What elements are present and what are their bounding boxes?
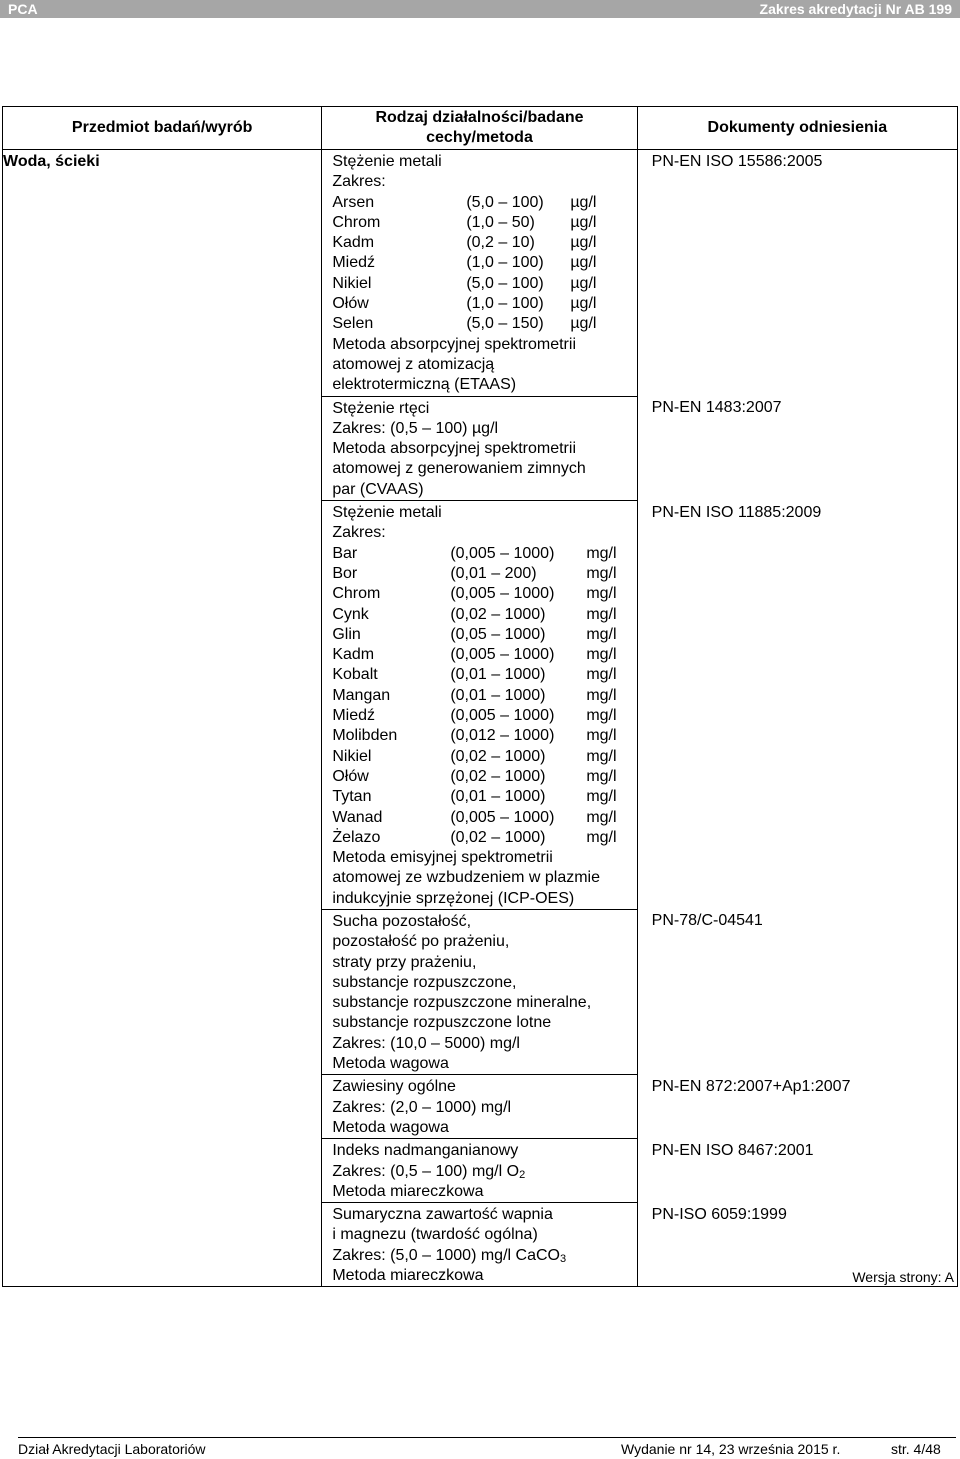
activity-line: Zakres: (332, 173, 386, 191)
metal-name: Tytan (332, 788, 372, 806)
activity-block (322, 501, 636, 909)
formula-subscript: 2 (519, 1168, 526, 1181)
header-activity: Rodzaj działalności/badane cechy/metoda (322, 107, 637, 150)
activity-line: substancje rozpuszczone, (332, 973, 517, 991)
footer-edition: Wydanie nr 14, 23 września 2015 r. (621, 1441, 841, 1457)
activity-line: Metoda wagowa (332, 1118, 449, 1136)
metal-range-item (332, 274, 636, 294)
metal-unit: µg/l (570, 234, 597, 252)
activity-line: Zakres: (10,0 – 5000) mg/l (332, 1034, 520, 1052)
metal-unit: mg/l (586, 625, 617, 643)
metal-range: (5,0 – 150) (466, 315, 544, 333)
metal-range-item (332, 233, 636, 253)
activity-line: Zakres: (2,0 – 1000) mg/l (332, 1098, 512, 1116)
document-cell (637, 1075, 957, 1139)
metal-unit: mg/l (586, 767, 617, 785)
activity-cell (322, 501, 637, 910)
metal-range: (1,0 – 50) (466, 213, 535, 231)
metal-range: (0,012 – 1000) (450, 727, 555, 745)
metal-unit: µg/l (570, 315, 597, 333)
activity-line: Zakres: (332, 524, 386, 542)
metal-range-item (332, 564, 636, 584)
activity-block (322, 150, 636, 396)
metal-range-item (332, 584, 636, 604)
metal-name: Nikiel (332, 747, 372, 765)
activity-block (322, 1203, 636, 1286)
activity-line: Stężenie metali (332, 504, 442, 522)
activity-line: Zawiesiny ogólne (332, 1078, 456, 1096)
range-with-formula (332, 1246, 636, 1266)
metal-unit: mg/l (586, 808, 617, 826)
metal-range-item (332, 747, 636, 767)
metal-range: (0,2 – 10) (466, 234, 535, 252)
metal-name: Chrom (332, 213, 381, 231)
metal-range: (5,0 – 100) (466, 193, 544, 211)
document-cell (637, 1139, 957, 1203)
metal-name: Mangan (332, 686, 391, 704)
header-documents: Dokumenty odniesienia (637, 107, 957, 150)
header-scope-title: Zakres akredytacji Nr AB 199 (759, 1, 952, 17)
metal-range-item (332, 625, 636, 645)
header-org: PCA (8, 1, 38, 17)
metal-range: (0,01 – 1000) (450, 686, 546, 704)
metal-unit: µg/l (570, 213, 597, 231)
metal-name: Bor (332, 564, 358, 582)
metal-range-item (332, 253, 636, 273)
metal-name: Miedź (332, 254, 376, 272)
metal-range-item (332, 294, 636, 314)
metal-unit: µg/l (570, 295, 597, 313)
metal-range-item (332, 828, 636, 848)
activity-line: Stężenie rtęci (332, 399, 430, 417)
metal-range: (0,005 – 1000) (450, 544, 555, 562)
metal-unit: µg/l (570, 193, 597, 211)
metal-unit: mg/l (586, 564, 617, 582)
metal-range-item (332, 605, 636, 625)
metal-range: (0,02 – 1000) (450, 747, 546, 765)
activity-line: Metoda absorpcyjnej spektrometrii (332, 440, 576, 458)
activity-line: atomowej z generowaniem zimnych (332, 460, 586, 478)
formula-subscript: 3 (559, 1252, 567, 1265)
document-ref: PN-EN ISO 11885:2009 (651, 503, 822, 521)
activity-line: Indeks nadmanganianowy (332, 1142, 519, 1160)
metal-range-item (332, 787, 636, 807)
metal-name: Glin (332, 625, 361, 643)
metal-name: Nikiel (332, 274, 372, 292)
activity-line: Metoda wagowa (332, 1055, 449, 1073)
metal-unit: mg/l (586, 646, 617, 664)
metal-range-item (332, 314, 636, 334)
table-header-row (3, 107, 958, 150)
activity-line: substancje rozpuszczone mineralne, (332, 994, 592, 1012)
metal-name: Chrom (332, 585, 381, 603)
metal-range-item (332, 767, 636, 787)
footer-department: Dział Akredytacji Laboratoriów (18, 1441, 206, 1457)
metal-range: (0,005 – 1000) (450, 808, 555, 826)
document-cell (637, 396, 957, 500)
metal-range: (0,005 – 1000) (450, 585, 555, 603)
metal-name: Żelazo (332, 828, 381, 846)
metal-range: (0,05 – 1000) (450, 625, 546, 643)
activity-cell (322, 909, 637, 1074)
metal-name: Ołów (332, 767, 369, 785)
document-ref: PN-78/C-04541 (651, 912, 763, 930)
document-ref: PN-EN ISO 15586:2005 (651, 153, 823, 170)
activity-cell (322, 150, 637, 397)
activity-line: par (CVAAS) (332, 480, 424, 498)
metal-name: Wanad (332, 808, 383, 826)
metal-name: Selen (332, 315, 374, 333)
page-version: Wersja strony: A (852, 1269, 954, 1285)
document-ref: PN-ISO 6059:1999 (651, 1205, 787, 1223)
subject-text: Woda, ścieki (3, 153, 100, 170)
activity-line: elektrotermiczną (ETAAS) (332, 376, 517, 394)
metal-name: Cynk (332, 605, 369, 623)
activity-line: Sumaryczna zawartość wapnia (332, 1206, 553, 1224)
metal-range: (0,01 – 1000) (450, 788, 546, 806)
metal-range: (0,02 – 1000) (450, 828, 546, 846)
activity-line: straty przy prażeniu, (332, 953, 477, 971)
metal-unit: mg/l (586, 828, 617, 846)
metal-unit: mg/l (586, 666, 617, 684)
metal-range: (0,02 – 1000) (450, 605, 546, 623)
table-row (3, 150, 958, 397)
metal-name: Kadm (332, 234, 375, 252)
metal-range: (5,0 – 100) (466, 274, 544, 292)
metal-range-item (332, 808, 636, 828)
activity-block (322, 910, 636, 1074)
metal-range: (0,005 – 1000) (450, 646, 555, 664)
activity-line: Metoda absorpcyjnej spektrometrii (332, 335, 576, 353)
metal-range: (0,01 – 1000) (450, 666, 546, 684)
metal-range-item (332, 665, 636, 685)
range-with-formula (332, 1162, 636, 1182)
metal-range: (0,02 – 1000) (450, 767, 546, 785)
metal-unit: mg/l (586, 747, 617, 765)
metal-range-item (332, 726, 636, 746)
metal-unit: mg/l (586, 544, 617, 562)
subject-cell (3, 150, 322, 1287)
metal-range: (0,01 – 200) (450, 564, 537, 582)
header-subject: Przedmiot badań/wyrób (3, 107, 322, 150)
activity-line: Metoda miareczkowa (332, 1182, 484, 1200)
activity-block (322, 1075, 636, 1138)
metal-range-item (332, 213, 636, 233)
document-ref: PN-EN ISO 8467:2001 (651, 1141, 814, 1159)
metal-range: (1,0 – 100) (466, 254, 544, 272)
metal-unit: mg/l (586, 585, 617, 603)
metal-unit: mg/l (586, 788, 617, 806)
activity-cell (322, 1075, 637, 1139)
activity-line: Metoda emisyjnej spektrometrii (332, 849, 553, 867)
metal-unit: mg/l (586, 727, 617, 745)
metal-range-item (332, 686, 636, 706)
metal-name: Kobalt (332, 666, 378, 684)
metal-name: Bar (332, 544, 358, 562)
activity-block (322, 1139, 636, 1202)
activity-cell (322, 1139, 637, 1203)
metal-range: (1,0 – 100) (466, 295, 544, 313)
footer-page-number: str. 4/48 (891, 1441, 941, 1457)
metal-unit: mg/l (586, 605, 617, 623)
metal-name: Ołów (332, 295, 369, 313)
activity-line: indukcyjnie sprzężonej (ICP-OES) (332, 889, 575, 907)
metal-unit: µg/l (570, 254, 597, 272)
activity-line: atomowej z atomizacją (332, 355, 495, 373)
footer-divider (18, 1437, 956, 1438)
document-ref: PN-EN 1483:2007 (651, 399, 782, 417)
metal-range-item (332, 193, 636, 213)
metal-range-item (332, 645, 636, 665)
activity-cell (322, 396, 637, 500)
document-cell (637, 501, 957, 910)
document-ref: PN-EN 872:2007+Ap1:2007 (651, 1077, 851, 1095)
accreditation-table (2, 106, 958, 1287)
activity-block (322, 397, 636, 500)
range-text: Zakres: (5,0 – 1000) mg/l CaCO (332, 1246, 560, 1264)
metal-range-item (332, 706, 636, 726)
metal-range-item (332, 544, 636, 564)
activity-line: pozostałość po prażeniu, (332, 933, 510, 951)
metal-unit: µg/l (570, 274, 597, 292)
activity-line: Stężenie metali (332, 153, 442, 170)
range-text: Zakres: (0,5 – 100) mg/l O (332, 1162, 520, 1180)
metal-range: (0,005 – 1000) (450, 707, 555, 725)
activity-line: Metoda miareczkowa (332, 1267, 484, 1285)
activity-line: Sucha pozostałość, (332, 912, 472, 930)
activity-line: atomowej ze wzbudzeniem w plazmie (332, 869, 600, 887)
metal-name: Miedź (332, 707, 376, 725)
activity-line: i magnezu (twardość ogólna) (332, 1226, 538, 1244)
document-cell (637, 909, 957, 1074)
metal-name: Kadm (332, 646, 375, 664)
header-bar (0, 0, 960, 18)
metal-name: Molibden (332, 727, 398, 745)
metal-unit: mg/l (586, 686, 617, 704)
activity-line: Zakres: (0,5 – 100) µg/l (332, 419, 499, 437)
activity-line: substancje rozpuszczone lotne (332, 1014, 552, 1032)
activity-cell (322, 1203, 637, 1287)
document-cell (637, 150, 957, 397)
metal-unit: mg/l (586, 707, 617, 725)
metal-name: Arsen (332, 193, 375, 211)
